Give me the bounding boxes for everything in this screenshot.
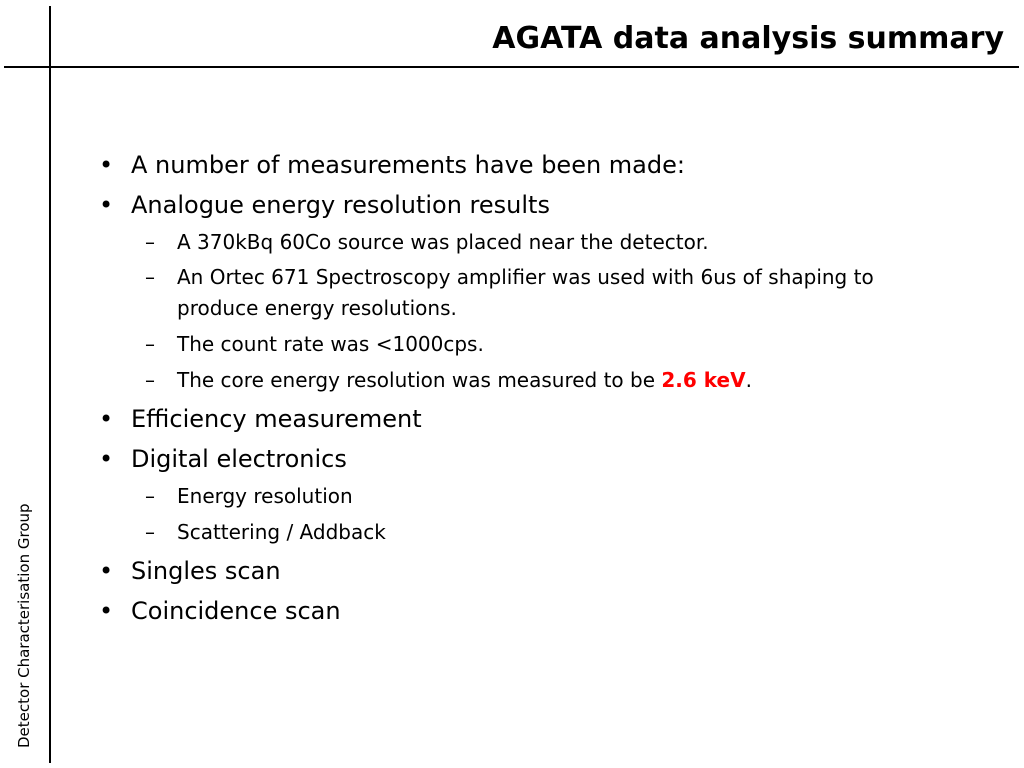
page-title: AGATA data analysis summary xyxy=(492,21,1004,56)
bullet-icon: • xyxy=(99,191,114,219)
list-item-text: A number of measurements have been made: xyxy=(131,151,685,179)
sub-list-item-text: An Ortec 671 Spectroscopy amplifier was used with 6us of shaping to produce energy resolutions. xyxy=(177,265,874,320)
dash-icon: – xyxy=(145,368,155,392)
bullet-icon: • xyxy=(99,597,114,625)
list-item xyxy=(95,592,995,630)
sub-list-item-text: A 370kBq 60Co source was placed near the detector. xyxy=(177,230,709,254)
sentence-end: . xyxy=(745,368,752,392)
bullet-icon: • xyxy=(99,557,114,585)
vertical-divider xyxy=(49,6,51,763)
sub-list-item-text: Scattering / Addback xyxy=(177,520,386,544)
sub-list-item-text: The core energy resolution was measured to be xyxy=(177,368,662,392)
bullet-icon: • xyxy=(99,405,114,433)
bullet-icon: • xyxy=(99,445,114,473)
list-item xyxy=(95,440,995,478)
sidebar-label: Detector Characterisation Group xyxy=(15,503,33,748)
sub-list-item xyxy=(95,262,947,324)
dash-icon: – xyxy=(145,484,155,508)
list-item xyxy=(95,186,995,224)
sub-list-item xyxy=(95,328,947,360)
sub-list-item-text: The count rate was <1000cps. xyxy=(177,332,484,356)
list-item-text: Analogue energy resolution results xyxy=(131,191,550,219)
list-item-text: Efficiency measurement xyxy=(131,405,422,433)
bullet-list xyxy=(95,146,995,632)
dash-icon: – xyxy=(145,520,155,544)
horizontal-divider xyxy=(4,66,1019,68)
sub-list-item-text: Energy resolution xyxy=(177,484,353,508)
dash-icon: – xyxy=(145,265,155,289)
sub-list-item xyxy=(95,516,947,548)
sub-list-item xyxy=(95,480,947,512)
dash-icon: – xyxy=(145,230,155,254)
list-item-text: Coincidence scan xyxy=(131,597,341,625)
list-item-text: Singles scan xyxy=(131,557,281,585)
sub-list-item xyxy=(95,364,947,396)
list-item xyxy=(95,552,995,590)
dash-icon: – xyxy=(145,332,155,356)
list-item-text: Digital electronics xyxy=(131,445,347,473)
energy-resolution-value: 2.6 keV xyxy=(661,368,746,392)
bullet-icon: • xyxy=(99,151,114,179)
list-item xyxy=(95,146,995,184)
list-item xyxy=(95,400,995,438)
sub-list-item xyxy=(95,226,947,258)
